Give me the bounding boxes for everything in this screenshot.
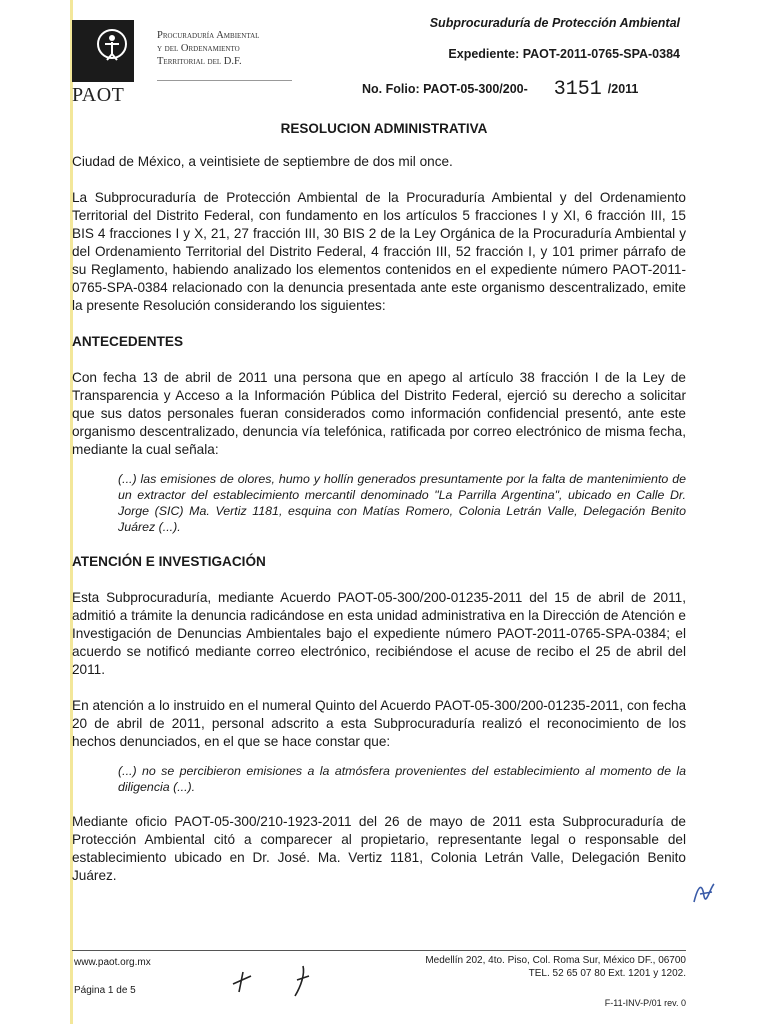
handwritten-signature-mark — [225, 962, 335, 1000]
atencion-paragraph-1: Esta Subprocuraduría, mediante Acuerdo PAOT-05-300/200-01235-2011 del 15 de abril de 2011, admitió a trámite la denuncia radicándose en esta unidad administrativa en la Dirección de Atención e Investigación de Denuncias Ambientales bajo el expediente número PAOT-2011-0765-SPA-0384; el acuerdo se notificó mediante correo electrónico, recibiéndose el acuse de recibo el 25 de abril del 2011. — [72, 590, 686, 677]
section-heading-antecedentes: ANTECEDENTES — [72, 334, 184, 349]
antecedentes-paragraph: Con fecha 13 de abril de 2011 una persona que en apego al artículo 38 fracción I de la Ley de Transparencia y Acceso a la Información Pública del Distrito Federal, ejerció su derecho a solicitar que sus datos personales fueran considerados como información confidencial presentó, ante este organismo descentralizado, denuncia vía telefónica, ratificada por correo electrónico de misma fecha, mediante la cual señala: — [72, 370, 686, 457]
atencion-quote: (...) no se percibieron emisiones a la atmósfera provenientes del establecimiento al momento de la diligencia (...). — [118, 764, 686, 794]
subprocuraduria-title: Subprocuraduría de Protección Ambiental — [429, 16, 680, 30]
antecedentes-quote: (...) las emisiones de olores, humo y hollín generados presuntamente por la falta de mantenimiento de un extractor del establecimiento mercantil denominado "La Parrilla Argentina", ubicado en Calle Dr. Jorge (SIC) Ma. Vertiz 1181, esquina con Matías Romero, Colonia Letrán Valle, Delegación Benito Juárez (...). — [118, 472, 686, 534]
paot-logo — [72, 20, 142, 105]
handwritten-initials-mark — [690, 876, 720, 910]
logo-text: PAOT — [72, 84, 125, 106]
document-title: RESOLUCION ADMINISTRATIVA — [280, 121, 488, 136]
section-heading-atencion: ATENCIÓN E INVESTIGACIÓN — [72, 554, 266, 569]
form-code: F-11-INV-P/01 rev. 0 — [604, 998, 686, 1008]
footer-address: Medellín 202, 4to. Piso, Col. Roma Sur, México DF., 06700 TEL. 52 65 07 80 Ext. 1201 y 1202. — [425, 955, 686, 979]
page-number: Página 1 de 5 — [74, 985, 136, 996]
header-divider — [157, 80, 292, 81]
footer-website: www.paot.org.mx — [74, 957, 151, 968]
handwritten-folio-number: 3151 — [553, 78, 602, 101]
atencion-paragraph-2: En atención a lo instruido en el numeral Quinto del Acuerdo PAOT-05-300/200-01235-2011, con fecha 20 de abril de 2011, personal adscrito a esta Subprocuraduría realizó el reconocimiento de los hechos denunciados, en el que se hace constar que: — [72, 698, 686, 749]
expediente-number: Expediente: PAOT-2011-0765-SPA-0384 — [448, 47, 680, 61]
date-line: Ciudad de México, a veintisiete de septiembre de dos mil once. — [72, 154, 453, 169]
footer-divider — [72, 950, 686, 951]
atencion-paragraph-3: Mediante oficio PAOT-05-300/210-1923-2011 del 26 de mayo de 2011 esta Subprocuraduría de Protección Ambiental citó a comparecer al propietario, representante legal o responsable del establecimiento ubicado en Dr. José. Ma. Vertiz 1181, Colonia Letrán Valle, Delegación Benito Juárez. — [72, 814, 686, 883]
organization-name: Procuraduría Ambiental y del Ordenamiento Territorial del D.F. — [157, 30, 260, 67]
folio-number: No. Folio: PAOT-05-300/200- 3151 /2011 — [362, 78, 639, 101]
intro-paragraph: La Subprocuraduría de Protección Ambiental de la Procuraduría Ambiental y del Ordenamiento Territorial del Distrito Federal, con fundamento en los artículos 5 fracciones I y XI, 6 fracción III, 15 BIS 4 fracciones I y X, 21, 27 fracción III, 30 BIS 2 de la Ley Orgánica de la Procuraduría Ambiental y del Ordenamiento Territorial del Distrito Federal, 4 fracción III, 52 fracción I, y 101 primer párrafo de su Reglamento, habiendo analizado los elementos contenidos en el expediente número PAOT-2011-0765-SPA-0384 relacionado con la denuncia presentada ante este organismo descentralizado, emite la presente Resolución considerando los siguientes: — [72, 190, 686, 313]
document-body — [72, 153, 686, 885]
logo-emblem-icon — [72, 20, 134, 82]
